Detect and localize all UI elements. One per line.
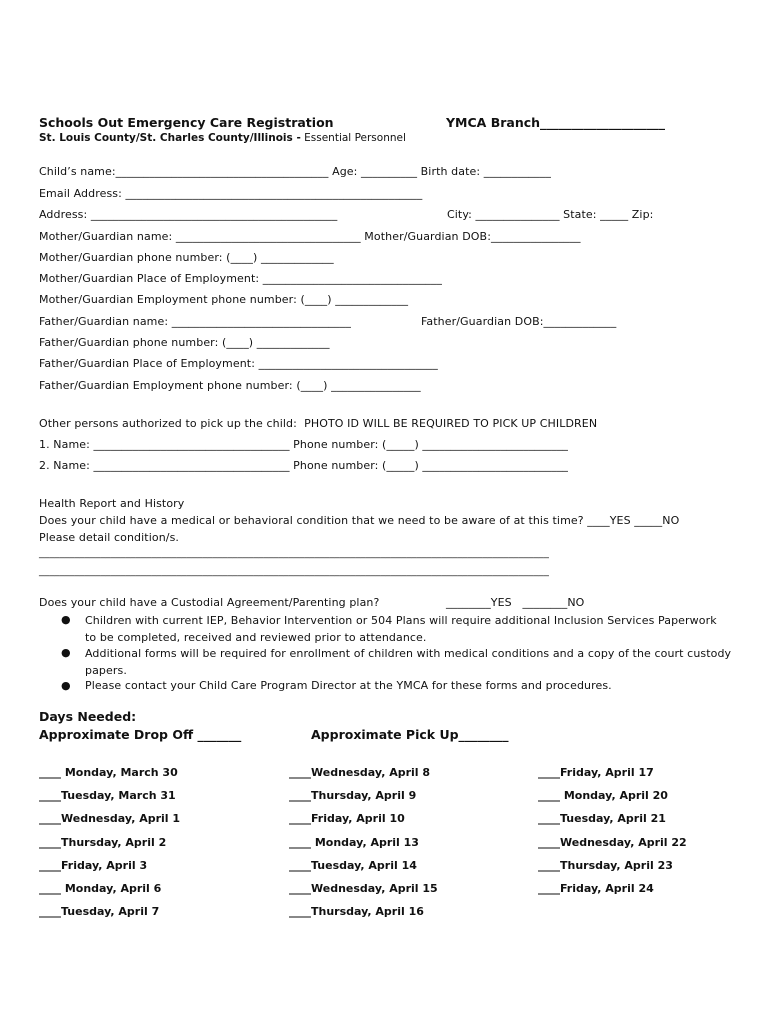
bullet-icon: ●	[61, 679, 71, 692]
day-checkbox[interactable]: ____Friday, April 3	[39, 859, 148, 872]
day-checkbox[interactable]: ____ Monday, April 6	[39, 882, 162, 895]
mother-name-field[interactable]: Mother/Guardian name: _________________________________ Mother/Guardian DOB:________________	[39, 230, 581, 243]
pickup-time-field[interactable]: Approximate Pick Up________	[311, 727, 509, 742]
day-checkbox[interactable]: ____Tuesday, April 14	[289, 859, 417, 872]
ymca-branch-field[interactable]: YMCA Branch____________________	[446, 115, 666, 130]
days-heading: Days Needed:	[39, 709, 137, 724]
father-employment-phone-field[interactable]: Father/Guardian Employment phone number: (____) ________________	[39, 379, 421, 392]
bullet-icon: ●	[61, 613, 71, 626]
day-checkbox[interactable]: ____Wednesday, April 15	[289, 882, 438, 895]
day-checkbox[interactable]: ____ Monday, March 30	[39, 766, 178, 779]
pickup-person-2[interactable]: 2. Name: ___________________________________ Phone number: (_____) __________________________	[39, 459, 569, 472]
pickup-intro: Other persons authorized to pick up the child: PHOTO ID WILL BE REQUIRED TO PICK UP CHILDREN	[39, 417, 598, 430]
subtitle	[39, 132, 406, 144]
mother-phone-field[interactable]: Mother/Guardian phone number: (____) _____________	[39, 251, 334, 264]
custody-note-iep: Children with current IEP, Behavior Intervention or 504 Plans will require additional Inclusion Services Paperwork to be completed, received and reviewed prior to attendance.	[85, 614, 717, 644]
mother-employer-field[interactable]: Mother/Guardian Place of Employment: ________________________________	[39, 272, 442, 285]
health-heading: Health Report and History	[39, 497, 185, 510]
health-detail-line-2[interactable]: ____________________________________________________________________________________________________	[39, 566, 549, 577]
day-checkbox[interactable]: ____Friday, April 10	[289, 812, 405, 825]
custody-question: Does your child have a Custodial Agreement/Parenting plan?	[39, 596, 380, 609]
day-checkbox[interactable]: ____Wednesday, April 22	[538, 836, 687, 849]
subtitle-personnel: Essential Personnel	[300, 132, 406, 144]
subtitle-region: St. Louis County/St. Charles County/Illinois -	[39, 132, 301, 144]
day-checkbox[interactable]: ____Wednesday, April 8	[289, 766, 431, 779]
child-name-field[interactable]: Child’s name:______________________________________ Age: __________ Birth date: ____________	[39, 165, 551, 178]
city-state-zip-field[interactable]: City: _______________ State: _____ Zip:	[447, 208, 654, 221]
email-field[interactable]: Email Address: _____________________________________________________	[39, 187, 423, 200]
day-checkbox[interactable]: ____Tuesday, March 31	[39, 789, 176, 802]
day-checkbox[interactable]: ____Friday, April 24	[538, 882, 654, 895]
custody-answer[interactable]: ________YES ________NO	[446, 596, 585, 609]
mother-employment-phone-field[interactable]: Mother/Guardian Employment phone number: (____) _____________	[39, 293, 409, 306]
pickup-person-1[interactable]: 1. Name: ___________________________________ Phone number: (_____) __________________________	[39, 438, 569, 451]
dropoff-time-field[interactable]: Approximate Drop Off _______	[39, 727, 242, 742]
form-title: Schools Out Emergency Care Registration	[39, 115, 334, 130]
father-employer-field[interactable]: Father/Guardian Place of Employment: ________________________________	[39, 357, 438, 370]
day-checkbox[interactable]: ____Thursday, April 16	[289, 905, 424, 918]
day-checkbox[interactable]: ____Tuesday, April 7	[39, 905, 160, 918]
custody-note-contact: Please contact your Child Care Program Director at the YMCA for these forms and procedures.	[85, 679, 612, 692]
day-checkbox[interactable]: ____Thursday, April 23	[538, 859, 673, 872]
father-dob-field[interactable]: Father/Guardian DOB:_____________	[421, 315, 617, 328]
day-checkbox[interactable]: ____ Monday, April 20	[538, 789, 668, 802]
father-name-field[interactable]: Father/Guardian name: ________________________________	[39, 315, 351, 328]
day-checkbox[interactable]: ____Thursday, April 2	[39, 836, 167, 849]
health-detail-label: Please detail condition/s.	[39, 531, 179, 544]
father-phone-field[interactable]: Father/Guardian phone number: (____) _____________	[39, 336, 330, 349]
custody-note-medical: Additional forms will be required for enrollment of children with medical conditions and a copy of the court custody papers.	[85, 647, 732, 677]
health-detail-line-1[interactable]: ____________________________________________________________________________________________________	[39, 548, 549, 559]
day-checkbox[interactable]: ____Friday, April 17	[538, 766, 654, 779]
day-checkbox[interactable]: ____Thursday, April 9	[289, 789, 417, 802]
address-field[interactable]: Address: ____________________________________________	[39, 208, 338, 221]
day-checkbox[interactable]: ____Tuesday, April 21	[538, 812, 666, 825]
day-checkbox[interactable]: ____Wednesday, April 1	[39, 812, 181, 825]
day-checkbox[interactable]: ____ Monday, April 13	[289, 836, 419, 849]
bullet-icon: ●	[61, 646, 71, 659]
health-question[interactable]: Does your child have a medical or behavioral condition that we need to be aware of at this time? ____YES _____NO	[39, 514, 680, 527]
